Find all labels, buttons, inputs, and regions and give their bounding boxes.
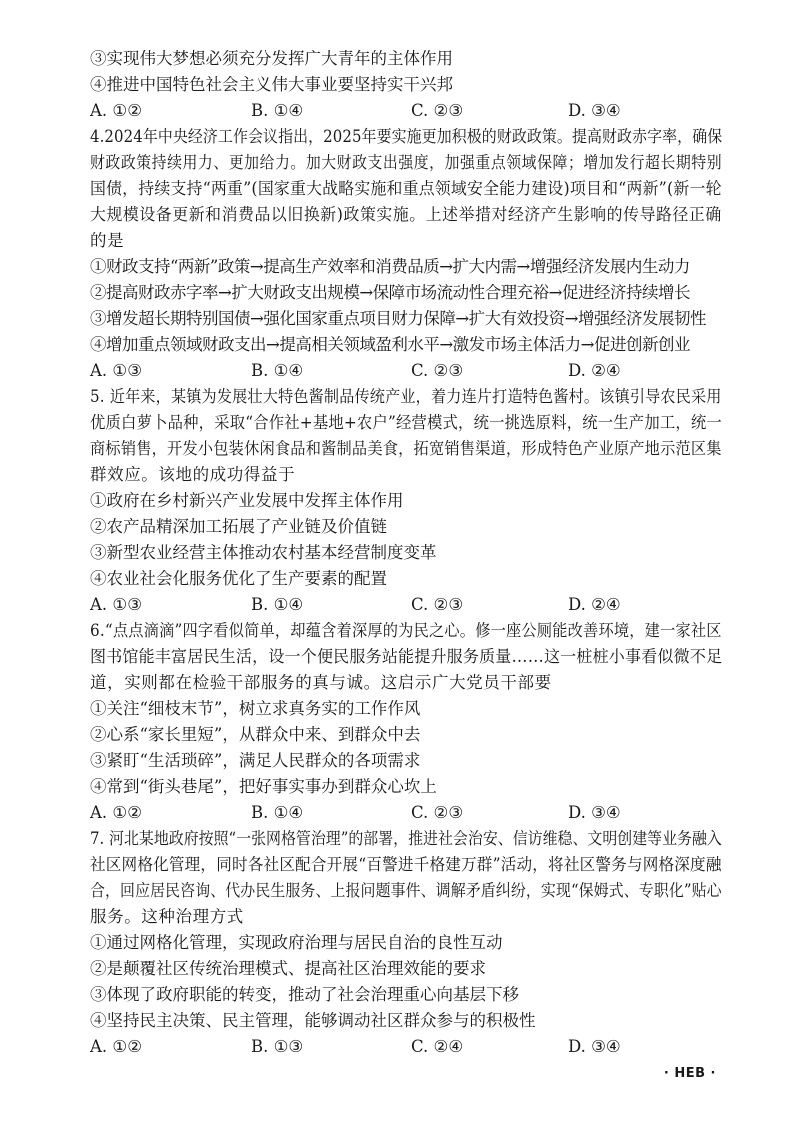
page-footer-mark: · HEB ·	[663, 1066, 716, 1081]
q5-option-c[interactable]: C. ②③	[411, 595, 464, 614]
q6-stem-line: 图书馆能丰富居民生活，设一个便民服务站能提升服务质量……这一桩桩小事看似微不足	[90, 647, 723, 666]
q5-stem-line: 5. 近年来，某镇为发展壮大特色酱制品传统产业，着力连片打造特色酱村。该镇引导农民采用	[90, 387, 722, 406]
q4-option-d[interactable]: D. ②④	[568, 361, 621, 380]
q5-statement-3: ③新型农业经营主体推动农村基本经营制度变革	[90, 543, 437, 562]
q5-stem-line: 群效应。该地的成功得益于	[90, 465, 296, 484]
q5-statement-1: ①政府在乡村新兴产业发展中发挥主体作用	[90, 491, 404, 510]
q6-option-c[interactable]: C. ②③	[411, 803, 464, 822]
q6-stem-line: 道，实则都在检验干部服务的真与诚。这启示广大党员干部要	[90, 673, 552, 692]
q7-option-d[interactable]: D. ③④	[568, 1037, 621, 1056]
q7-statement-4: ④坚持民主决策、民主管理，能够调动社区群众参与的积极性	[90, 1011, 536, 1030]
q6-option-a[interactable]: A. ①②	[90, 803, 142, 822]
q7-stem-line: 7. 河北某地政府按照“一张网格管治理”的部署，推进社会治安、信访维稳、文明创建等业务融入	[90, 829, 722, 848]
q7-statement-3: ③体现了政府职能的转变，推动了社会治理重心向基层下移	[90, 985, 519, 1004]
q5-statement-2: ②农产品精深加工拓展了产业链及价值链	[90, 517, 387, 536]
q3-option-d[interactable]: D. ③④	[568, 101, 621, 120]
q5-stem-line: 优质白萝卜品种，采取“合作社+基地+农户”经营模式，统一挑选原料，统一生产加工，统一	[90, 413, 722, 432]
q4-statement-1: ①财政支持“两新”政策→提高生产效率和消费品质→扩大内需→增强经济发展内生动力	[90, 257, 690, 276]
q4-stem-line: 大规模设备更新和消费品以旧换新)政策实施。上述举措对经济产生影响的传导路径正确	[90, 205, 722, 224]
q3-statement-3: ③实现伟大梦想必须充分发挥广大青年的主体作用	[90, 49, 453, 68]
q4-option-a[interactable]: A. ①③	[90, 361, 142, 380]
q6-option-b[interactable]: B. ①④	[251, 803, 304, 822]
q4-statement-4: ④增加重点领域财政支出→提高相关领域盈利水平→激发市场主体活力→促进创新创业	[90, 335, 690, 354]
q6-option-d[interactable]: D. ③④	[568, 803, 621, 822]
q4-statement-3: ③增发超长期特别国债→强化国家重点项目财力保障→扩大有效投资→增强经济发展韧性	[90, 309, 706, 328]
q3-option-c[interactable]: C. ②③	[411, 101, 464, 120]
q7-statement-1: ①通过网格化管理，实现政府治理与居民自治的良性互动	[90, 933, 503, 952]
q3-option-a[interactable]: A. ①②	[90, 101, 142, 120]
q4-option-c[interactable]: C. ②③	[411, 361, 464, 380]
q4-option-b[interactable]: B. ①④	[251, 361, 304, 380]
q7-stem-line: 社区网格化管理，同时各社区配合开展“百警进千格建万群”活动，将社区警务与网格深度融	[90, 855, 722, 874]
q6-statement-1: ①关注“细枝末节”，树立求真务实的工作作风	[90, 699, 421, 718]
q4-stem-line: 国债，持续支持“两重”(国家重大战略实施和重点领域安全能力建设)项目和“两新”(新一轮	[90, 179, 722, 198]
q6-stem-line: 6.“点点滴滴”四字看似简单，却蕴含着深厚的为民之心。修一座公厕能改善环境，建一家社区	[90, 621, 722, 640]
q5-option-d[interactable]: D. ②④	[568, 595, 621, 614]
q3-statement-4: ④推进中国特色社会主义伟大事业要坚持实干兴邦	[90, 75, 453, 94]
q7-statement-2: ②是颠覆社区传统治理模式、提高社区治理效能的要求	[90, 959, 486, 978]
q5-option-a[interactable]: A. ①③	[90, 595, 142, 614]
q6-statement-3: ③紧盯“生活琐碎”，满足人民群众的各项需求	[90, 751, 421, 770]
q7-option-c[interactable]: C. ②④	[411, 1037, 464, 1056]
q4-statement-2: ②提高财政赤字率→扩大财政支出规模→保障市场流动性合理充裕→促进经济持续增长	[90, 283, 690, 302]
q4-stem-line: 4.2024年中央经济工作会议指出，2025年要实施更加积极的财政政策。提高财政赤字率，确保	[90, 127, 723, 146]
q5-option-b[interactable]: B. ①④	[251, 595, 304, 614]
q7-stem-line: 服务。这种治理方式	[90, 907, 244, 926]
q6-statement-2: ②心系“家长里短”，从群众中来、到群众中去	[90, 725, 421, 744]
q7-option-a[interactable]: A. ①②	[90, 1037, 142, 1056]
q3-option-b[interactable]: B. ①④	[251, 101, 304, 120]
q5-stem-line: 商标销售，开发小包装休闲食品和酱制品美食，拓宽销售渠道，形成特色产业原产地示范区集	[90, 439, 722, 458]
q4-stem-line: 财政政策持续用力、更加给力。加大财政支出强度，加强重点领域保障；增加发行超长期特别	[90, 153, 723, 172]
q4-stem-line: 的是	[90, 231, 125, 250]
q6-statement-4: ④常到“街头巷尾”，把好事实事办到群众心坎上	[90, 777, 437, 796]
q5-statement-4: ④农业社会化服务优化了生产要素的配置	[90, 569, 387, 588]
q7-stem-line: 合，回应居民咨询、代办民生服务、上报问题事件、调解矛盾纠纷，实现“保姆式、专职化”贴心	[90, 881, 722, 900]
q7-option-b[interactable]: B. ①③	[251, 1037, 304, 1056]
